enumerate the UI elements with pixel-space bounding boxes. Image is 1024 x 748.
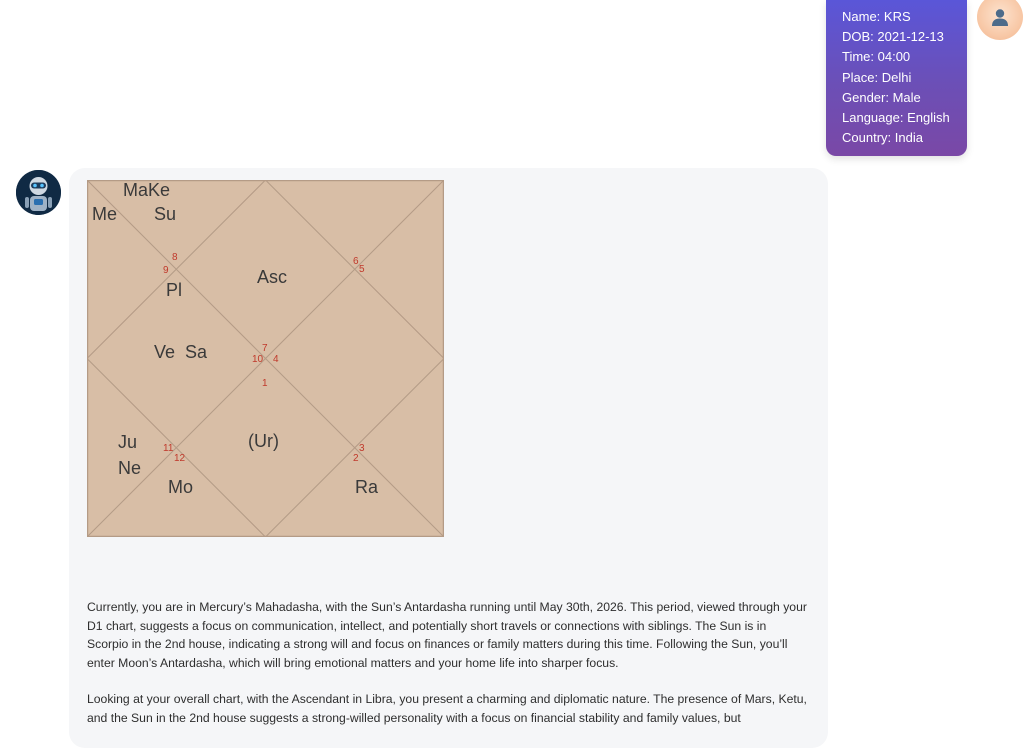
house-number-3: 3 [359,443,365,454]
planet-label-ur: (Ur) [248,431,279,451]
house-number-9: 9 [163,265,169,276]
birth-chart [87,180,444,537]
planet-label-me: Me [92,204,118,224]
planet-label-ne: Ne [118,458,142,478]
user-message-bubble [826,0,967,156]
user-avatar [977,0,1023,40]
planet-label-ra: Ra [355,477,379,497]
house-number-7: 7 [262,343,268,354]
user-line-gender: Gender: Male [842,89,921,105]
user-line-country: Country: India [842,130,923,146]
user-line-name: Name: KRS [842,9,911,24]
planet-label-pl: Pl [166,280,183,300]
user-line-time: Time: 04:00 [842,49,911,65]
planet-label-su: Su [154,204,177,224]
robot-avatar-icon [16,170,61,215]
planet-label-ve-sa: Ve Sa [154,342,208,362]
planet-label-mo: Mo [168,477,194,497]
house-number-4: 4 [273,354,279,365]
house-number-10: 10 [252,354,264,365]
house-number-8: 8 [172,252,178,263]
user-silhouette-icon [990,7,1010,27]
house-number-12: 12 [174,453,186,464]
reply-paragraph-1: Currently, you are in Mercury’s Mahadasha, with the Sun’s Antardasha running until May 30th, 2026. This period, viewed through your D1 chart, suggests a focus on communication, intellect, and potentially short travels or connections with siblings. The Sun is in Scorpio in the 2nd house, indicating a strong will and focus on finances or family matters during this time. Following the Sun, you’ll enter Moon’s Antardasha, which will bring emotional matters and your home life into sharper focus. [87,600,807,670]
birth-chart-grid [87,180,444,537]
bot-reply-text [87,598,807,746]
planet-label-make: MaKe [123,180,171,200]
user-line-language: Language: English [842,110,950,126]
house-number-2: 2 [353,453,359,464]
house-number-1: 1 [262,378,268,389]
house-number-11: 11 [163,443,174,454]
house-number-5: 5 [359,264,365,275]
house-number-6: 6 [353,256,359,267]
bot-avatar [16,170,61,215]
planet-label-ju: Ju [118,432,138,452]
reply-paragraph-2: Looking at your overall chart, with the Ascendant in Libra, you present a charming and diplomatic nature. The presence of Mars, Ketu, and the Sun in the 2nd house suggests a strong-willed personality with a focus on financial stability and family values, but [87,692,807,725]
user-line-dob: DOB: 2021-12-13 [842,29,944,45]
user-line-place: Place: Delhi [842,69,912,85]
planet-label-asc: Asc [257,267,288,287]
